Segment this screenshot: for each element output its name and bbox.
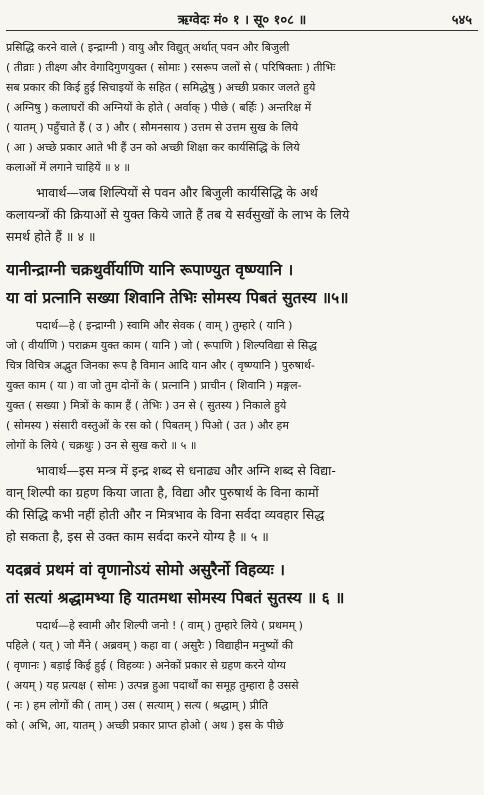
- text-line: वान् शिल्पी का ग्रहण किया जाता है, विद्या और पुरुषार्थ के विना कामों: [6, 485, 319, 500]
- mantra-line: या वां प्रत्नानि सख्या शिवानि तेभिः सोमस्य पिबतं सुतस्य ॥५॥: [6, 289, 349, 307]
- text-line: ( अग्निषु ) कलाघरों की अग्नियों के होते ( अर्वाक् ) पीछे ( बर्हिः ) अन्तरिक्ष में: [6, 101, 312, 114]
- text-line: जो ( वीर्याणि ) पराक्रम युक्त काम ( यानि ) जो ( रूपाणि ) शिल्पविद्या से सिद्ध: [6, 339, 317, 352]
- text-line: सब प्रकार की किई हुई सिचाइयों के सहित ( समिद्धेषु ) अच्छी प्रकार जलते हुये: [6, 81, 316, 94]
- text-line: ( अयम् ) यह प्रत्यक्ष ( सोमः ) उत्पन्न हुआ पदार्थों का समूह तुम्हारा है उससे: [6, 679, 299, 692]
- text-line: ( तीव्राः ) तीक्ष्ण और वेगादिगुणयुक्त ( सोमाः ) रसरूप जलों से ( परिषिक्ताः ) तीभिः: [6, 61, 336, 74]
- text-line: पदार्थ—हे ( इन्द्राग्नी ) स्वामि और सेवक ( वाम् ) तुम्हारे ( यानि ): [36, 319, 293, 332]
- text-line: युक्त ( सख्या ) मित्रों के काम हैं ( तेभिः ) उन से ( सुतस्य ) निकाले हुये: [6, 399, 287, 412]
- text-line: पहिले ( यत् ) जो मैंने ( अब्रवम् ) कहा वा ( असुरैः ) विद्याहीन मनुष्यों की: [6, 639, 294, 652]
- page-number: ५४५: [451, 13, 472, 28]
- text-line: प्रसिद्धि करने वाले ( इन्द्राग्नी ) वायु और विद्युत् अर्थात् पवन और बिजुली: [6, 41, 290, 54]
- header-title: ऋग्वेदः मं० १ । सू० १०८ ॥: [177, 13, 307, 28]
- text-line: ( आ ) अच्छे प्रकार आते भी हैं उन को अच्छी शिक्षा कर कार्यसिद्धि के लिये: [6, 141, 300, 154]
- text-line: युक्त काम ( या ) वा जो तुम दोनों के ( प्रत्नानि ) प्राचीन ( शिवानि ) मङ्गल-: [6, 379, 302, 392]
- header-rule: [6, 30, 478, 31]
- text-line: ( यातम् ) पहुँचाते हैं ( उ ) और ( सौमनसाय ) उत्तम से उत्तम सुख के लिये: [6, 121, 299, 134]
- mantra-line: यदब्रवं प्रथमं वां वृणानोऽयं सोमो असुरैर्नो विहव्यः ।: [6, 561, 285, 579]
- text-line: भावार्थ—इस मन्त्र में इन्द्र शब्द से धनाढ्य और अग्नि शब्द से विद्या-: [36, 463, 336, 478]
- text-line: कलायन्त्रों की क्रियाओं से युक्त किये जाते हैं तब ये सर्वसुखों के लाभ के लिये: [6, 207, 350, 222]
- text-line: लोगों के लिये ( चक्रथुः ) उन से सुख करो ॥ ५ ॥: [6, 439, 197, 452]
- running-header: [0, 8, 484, 30]
- text-line: भावार्थ—जब शिल्पियों से पवन और बिजुली कार्यसिद्धि के अर्थ: [36, 185, 318, 200]
- mantra-line: तां सत्यां श्रद्धामभ्या हि यातमथा सोमस्य पिबतं सुतस्य ॥ ६ ॥: [6, 589, 345, 607]
- text-line: ( सोमस्य ) संसारी वस्तुओं के रस को ( पिबतम् ) पिओ ( उत ) और हम: [6, 419, 289, 432]
- text-line: की सिद्धि कभी नहीं होती और न मित्रभाव के विना सर्वदा व्यवहार सिद्ध: [6, 507, 325, 522]
- text-line: चित्र विचित्र अद्भुत जिनका रूप है विमान आदि यान और ( वृष्ण्यानि ) पुरुषार्थ-: [6, 359, 315, 372]
- page-body: [6, 38, 478, 736]
- text-line: पदार्थ—हे स्वामी और शिल्पी जनो ! ( वाम् ) तुम्हारे लिये ( प्रथमम् ): [36, 619, 303, 632]
- text-line: ( वृणानः ) बड़ाई किई हुई ( विहव्यः ) अनेकों प्रकार से ग्रहण करने योग्य: [6, 659, 286, 672]
- mantra-line: यानीन्द्राग्नी चक्रथुर्वीर्याणि यानि रूपाण्युत वृष्ण्यानि ।: [6, 261, 294, 279]
- text-line: ( नः ) हम लोगों की ( ताम् ) उस ( सत्याम् ) सत्य ( श्रद्धाम् ) प्रीति: [6, 699, 268, 712]
- text-line: को ( अभि, आ, यातम् ) अच्छी प्रकार प्राप्त होओ ( अथ ) इस के पीछे: [6, 719, 284, 732]
- text-line: कलाओं में लगाने चाहियें ॥ ४ ॥: [6, 161, 130, 174]
- text-line: समर्थ होते हैं ॥ ४ ॥: [6, 229, 96, 244]
- text-line: हो सकता है, इस से उक्त काम सर्वदा करने योग्य है ॥ ५ ॥: [6, 529, 269, 544]
